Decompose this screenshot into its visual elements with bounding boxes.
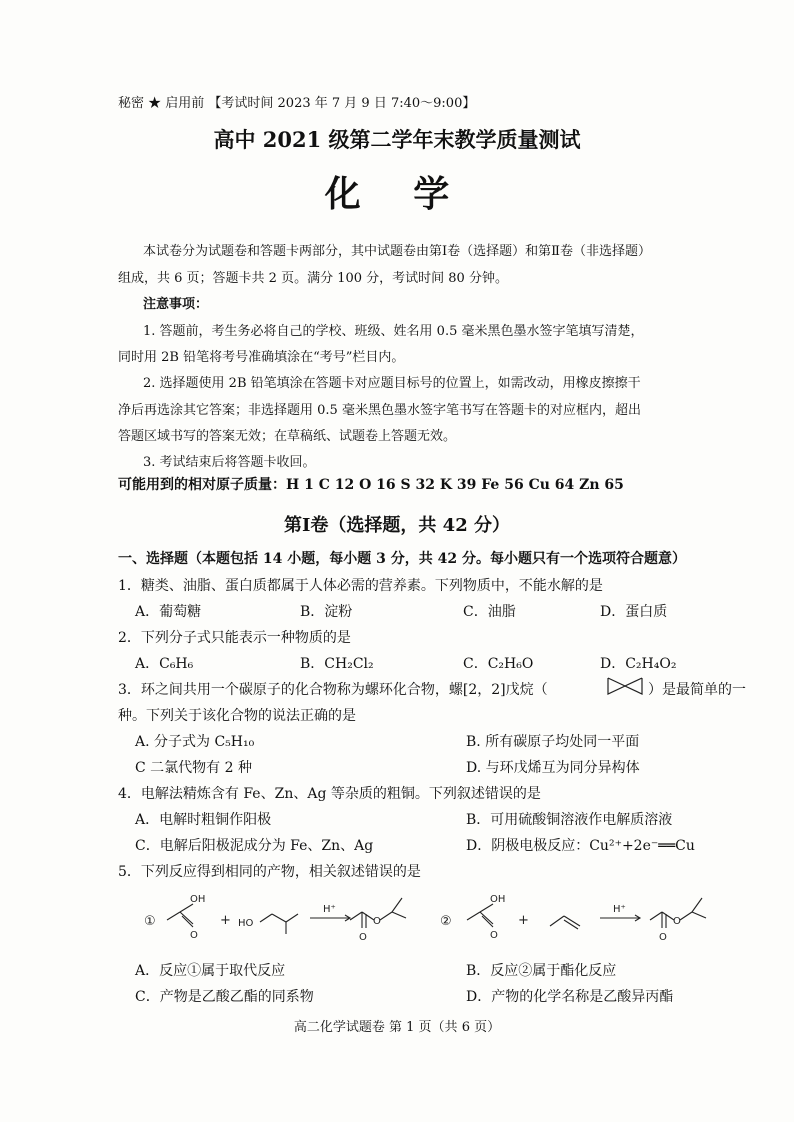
p1-methyl-bond [350,912,362,920]
r1-alcohol-methyl-bond-1 [286,914,298,922]
q1-option-b: B．淀粉 [300,604,353,620]
note-1b: 同时用 2B 铅笔将考号准确填涂在“考号”栏目内。 [118,350,405,365]
p2-ester-o-label: O [673,916,681,927]
q2-option-a: A．C₆H₆ [135,656,194,672]
p1-isopropyl-bond-1 [392,898,402,912]
r1-oh-label: OH [190,894,206,905]
r2-acid-co-bond [480,912,493,924]
p2-isopropyl-bond-2 [692,912,706,918]
p2-methyl-bond [650,912,662,920]
p1-carbonyl-o-label: O [359,932,367,943]
q2-option-b: B．CH₂Cl₂ [300,656,374,672]
note-2c: 答题区域书写的答案无效；在草稿纸、试题卷上答题无效。 [118,429,457,444]
q3-stem-1b: ）是最简单的一 [648,682,746,698]
q4-option-c: C．电解后阳极泥成分为 Fe、Zn、Ag [135,838,374,854]
q3-option-c: C 二氯代物有 2 种 [135,760,252,776]
note-3: 3. 考试结束后将答题卡收回。 [143,455,316,470]
q1-option-c: C．油脂 [463,604,516,620]
note-1a: 1. 答题前，考生务必将自己的学校、班级、姓名用 0.5 毫米黑色墨水签字笔填写清楚， [143,324,644,339]
q2-stem: 2．下列分子式只能表示一种物质的是 [118,630,351,646]
q5-stem: 5．下列反应得到相同的产物，相关叙述错误的是 [118,864,421,880]
q2-option-d: D．C₂H₄O₂ [600,656,677,672]
r2-oh-label: OH [490,894,506,905]
intro-line-1: 本试卷分为试题卷和答题卡两部分，其中试题卷由第Ⅰ卷（选择题）和第Ⅱ卷（非选择题） [143,244,651,259]
atomic-mass-line: 可能用到的相对原子质量：H 1 C 12 O 16 S 32 K 39 Fe 56 Cu 64 Zn 65 [118,477,624,493]
q2-option-c: C．C₂H₆O [463,656,534,672]
note-2a: 2. 选择题使用 2B 铅笔填涂在答题卡对应题目标号的位置上，如需改动，用橡皮擦擦干 [143,376,641,391]
q5-option-b: B．反应②属于酯化反应 [466,963,617,979]
r2-propene-double-bond-2 [564,920,578,929]
reaction-2-label: ② [440,914,452,929]
q4-option-a: A．电解时粗铜作阳极 [135,812,272,828]
section-1-instruction: 一、选择题（本题包括 14 小题，每小题 3 分，共 42 分。每小题只有一个选项符合题意） [118,551,686,567]
p1-o-ch-bond [380,912,392,920]
r1-plus: + [220,913,231,928]
q4-stem: 4．电解法精炼含有 Fe、Zn、Ag 等杂质的粗铜。下列叙述错误的是 [118,786,541,802]
r1-acid-co-bond [180,912,193,924]
p2-o-ch-bond [680,912,692,920]
q1-option-d: D．蛋白质 [600,604,668,620]
q3-option-d: D. 与环戊烯互为同分异构体 [466,760,640,776]
spiro-left-ring [608,678,625,694]
r1-catalyst: H⁺ [323,904,336,915]
subject-title: 化 学 [324,173,470,215]
p1-ester-o-label: O [373,916,381,927]
r1-alcohol-ho-bond [260,914,272,922]
r1-acid-methyl-bond [167,912,180,920]
spiro-right-ring [625,678,642,694]
q3-stem-1: 3．环之间共用一个碳原子的化合物称为螺环化合物，螺[2，2]戊烷（ [118,682,548,698]
p2-isopropyl-bond-1 [692,898,702,912]
r2-acid-c-oh-bond [480,904,493,912]
spiropentane-structure [604,675,646,697]
q5-option-c: C．产物是乙酸乙酯的同系物 [135,989,314,1005]
q3-option-b: B. 所有碳原子均处同一平面 [466,734,640,750]
r1-alcohol-ch-bond [272,914,286,922]
q5-reaction-scheme [140,884,740,956]
p1-isopropyl-bond-2 [392,912,406,918]
q1-stem: 1．糖类、油脂、蛋白质都属于人体必需的营养素。下列物质中，不能水解的是 [118,578,603,594]
r1-acid-co-double-bond [182,916,193,927]
q4-option-b: B．可用硫酸铜溶液作电解质溶液 [466,812,673,828]
q1-option-a: A．葡萄糖 [135,604,202,620]
page-footer: 高二化学试题卷 第 1 页（共 6 页） [293,1020,501,1035]
r2-acid-co-double-bond [482,916,493,927]
reaction-1-label: ① [144,914,156,929]
q5-option-d: D．产物的化学名称是乙酸异丙酯 [466,989,674,1005]
note-2b: 净后再选涂其它答案；非选择题用 0.5 毫米黑色墨水签字笔书写在答题卡的对应框内，超出 [118,403,641,418]
r1-acid-c-oh-bond [180,904,193,912]
r2-catalyst: H⁺ [613,904,626,915]
q3-stem-2: 种。下列关于该化合物的说法正确的是 [118,708,356,724]
r2-plus: + [518,913,529,928]
confidential-line: 秘密 ★ 启用前 【考试时间 2023 年 7 月 9 日 7:40～9:00】 [118,96,476,111]
r2-propene-single-bond [550,916,564,926]
r1-ho-label: HO [238,918,254,929]
p2-carbonyl-o-label: O [659,932,667,943]
q5-option-a: A．反应①属于取代反应 [135,963,286,979]
r2-o-label: O [490,930,498,941]
q4-option-d: D．阴极电极反应：Cu²⁺+2e⁻══Cu [466,838,695,854]
r2-acid-methyl-bond [467,912,480,920]
intro-line-2: 组成，共 6 页；答题卡共 2 页。满分 100 分，考试时间 80 分钟。 [118,271,508,286]
section-1-title: 第Ⅰ卷（选择题，共 42 分） [283,515,510,536]
q3-option-a: A. 分子式为 C₅H₁₀ [135,734,255,750]
r1-o-label: O [190,930,198,941]
exam-title: 高中 2021 级第二学年末教学质量测试 [213,127,581,152]
notes-title: 注意事项： [143,297,209,312]
